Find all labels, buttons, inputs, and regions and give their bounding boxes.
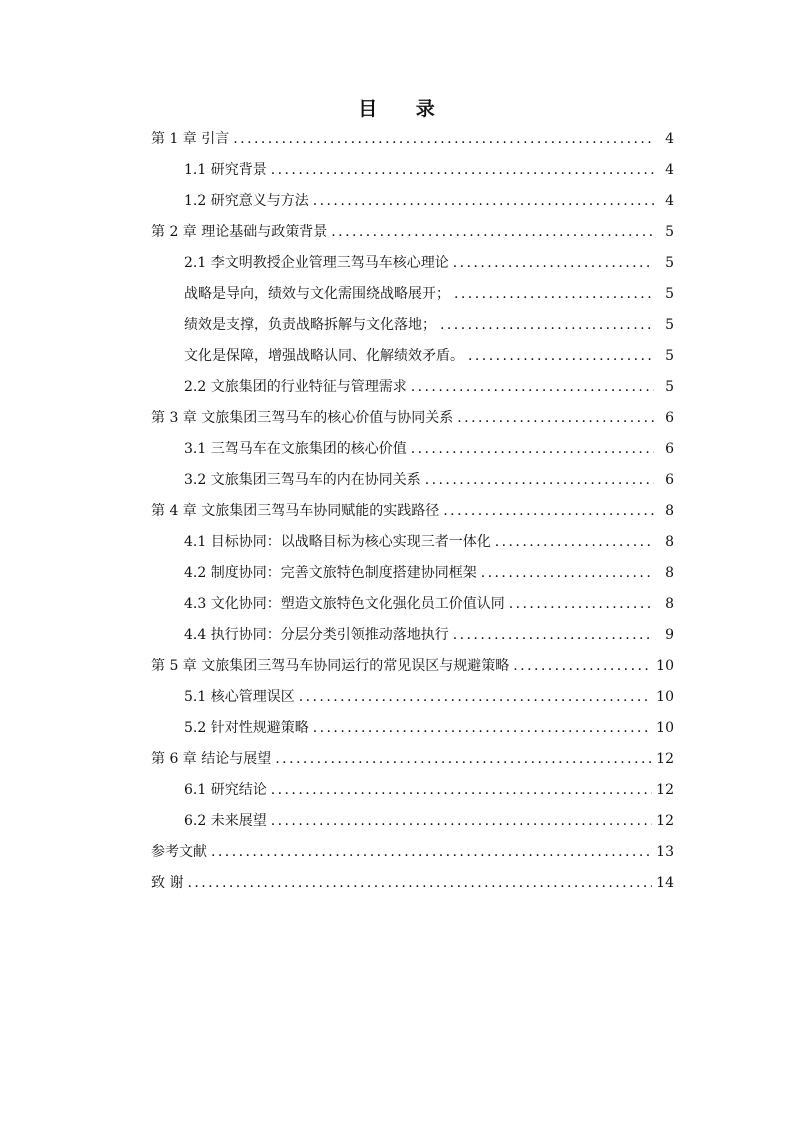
toc-entry-label: 第 4 章 文旅集团三驾马车协同赋能的实践路径 [151,503,440,519]
toc-leader-dots [271,162,654,178]
toc-leader-dots [271,813,652,829]
toc-entry[interactable] [151,345,674,376]
toc-entry-label: 6.2 未来展望 [184,813,267,829]
toc-entry-page-number: 4 [665,193,674,209]
toc-entry[interactable] [151,810,674,841]
toc-entry-page-number: 13 [656,844,674,860]
toc-entry[interactable] [151,376,674,407]
toc-entry-page-number: 6 [665,410,674,426]
toc-entry-page-number: 8 [665,534,674,550]
toc-leader-dots [331,224,654,240]
toc-entry-page-number: 4 [665,131,674,147]
toc-entry[interactable] [151,190,674,221]
toc-entry-page-number: 5 [665,286,674,302]
toc-entry-label: 4.3 文化协同：塑造文旅特色文化强化员工价值认同 [184,596,505,612]
toc-entry[interactable] [151,469,674,500]
toc-entry[interactable] [151,314,674,345]
toc-entry-page-number: 14 [656,875,674,891]
toc-entry[interactable] [151,872,674,903]
toc-entry-page-number: 12 [656,813,674,829]
toc-entry-label: 第 1 章 引言 [151,131,230,147]
toc-entry[interactable] [151,500,674,531]
toc-entry-label: 第 3 章 文旅集团三驾马车的核心价值与协同关系 [151,410,454,426]
toc-entry[interactable] [151,221,674,252]
toc-entry-label: 3.2 文旅集团三驾马车的内在协同关系 [184,472,421,488]
toc-entry-label: 6.1 研究结论 [184,782,267,798]
toc-leader-dots [275,751,652,767]
toc-entry-label: 4.1 目标协同：以战略目标为核心实现三者一体化 [184,534,491,550]
toc-leader-dots [443,503,654,519]
toc-leader-dots [313,720,652,736]
toc-entry-label: 绩效是支撑，负责战略拆解与文化落地； [184,317,436,333]
toc-entry-page-number: 12 [656,782,674,798]
toc-leader-dots [411,379,654,395]
toc-entry-page-number: 10 [656,658,674,674]
toc-leader-dots [440,317,654,333]
toc-leader-dots [509,596,654,612]
toc-entry-label: 5.1 核心管理误区 [184,689,295,705]
toc-leader-dots [453,627,654,643]
toc-entry-page-number: 5 [665,348,674,364]
toc-entry-page-number: 6 [665,472,674,488]
toc-entry-label: 4.2 制度协同：完善文旅特色制度搭建协同框架 [184,565,477,581]
toc-leader-dots [271,782,652,798]
toc-entry-label: 3.1 三驾马车在文旅集团的核心价值 [184,441,407,457]
toc-entry-page-number: 8 [665,503,674,519]
toc-entry[interactable] [151,686,674,717]
toc-leader-dots [233,131,654,147]
toc-leader-dots [481,565,654,581]
toc-entry-page-number: 8 [665,565,674,581]
toc-entry[interactable] [151,283,674,314]
toc-entry-label: 1.2 研究意义与方法 [184,193,309,209]
toc-entry-page-number: 8 [665,596,674,612]
toc-leader-dots [313,193,654,209]
toc-entry-page-number: 9 [665,627,674,643]
toc-entry-page-number: 10 [656,720,674,736]
toc-entry-page-number: 5 [665,317,674,333]
toc-entry-label: 战略是导向，绩效与文化需围绕战略展开； [184,286,450,302]
toc-entry[interactable] [151,841,674,872]
toc-entry-label: 5.2 针对性规避策略 [184,720,309,736]
toc-entry-page-number: 10 [656,689,674,705]
toc-entry-page-number: 5 [665,224,674,240]
toc-entry-label: 第 5 章 文旅集团三驾马车协同运行的常见误区与规避策略 [151,658,510,674]
toc-entry-page-number: 12 [656,751,674,767]
toc-leader-dots [411,441,654,457]
toc-entry[interactable] [151,252,674,283]
toc-leader-dots [513,658,652,674]
toc-entry[interactable] [151,655,674,686]
toc-entry-label: 2.1 李文明教授企业管理三驾马车核心理论 [184,255,449,271]
toc-entry[interactable] [151,159,674,190]
toc-entry[interactable] [151,407,674,438]
toc-entry[interactable] [151,531,674,562]
toc-entry-label: 参考文献 [151,844,207,860]
table-of-contents [151,128,674,903]
toc-entry[interactable] [151,562,674,593]
toc-entry-page-number: 5 [665,379,674,395]
toc-entry[interactable] [151,438,674,469]
toc-leader-dots [468,348,654,364]
toc-entry-label: 2.2 文旅集团的行业特征与管理需求 [184,379,407,395]
toc-entry[interactable] [151,624,674,655]
toc-entry-label: 1.1 研究背景 [184,162,267,178]
toc-entry[interactable] [151,748,674,779]
toc-entry-page-number: 6 [665,441,674,457]
toc-leader-dots [187,875,652,891]
toc-entry-label: 致 谢 [151,875,184,891]
toc-entry[interactable] [151,779,674,810]
toc-title: 目 录 [358,98,451,120]
toc-leader-dots [495,534,654,550]
toc-entry-page-number: 4 [665,162,674,178]
toc-leader-dots [454,286,654,302]
toc-leader-dots [299,689,652,705]
toc-entry[interactable] [151,717,674,748]
toc-entry-label: 第 2 章 理论基础与政策背景 [151,224,328,240]
toc-entry-label: 第 6 章 结论与展望 [151,751,272,767]
toc-entry[interactable] [151,128,674,159]
toc-leader-dots [211,844,652,860]
toc-entry-label: 4.4 执行协同：分层分类引领推动落地执行 [184,627,449,643]
toc-leader-dots [453,255,654,271]
toc-leader-dots [457,410,654,426]
toc-entry-label: 文化是保障，增强战略认同、化解绩效矛盾。 [184,348,464,364]
toc-entry[interactable] [151,593,674,624]
toc-leader-dots [425,472,654,488]
toc-entry-page-number: 5 [665,255,674,271]
